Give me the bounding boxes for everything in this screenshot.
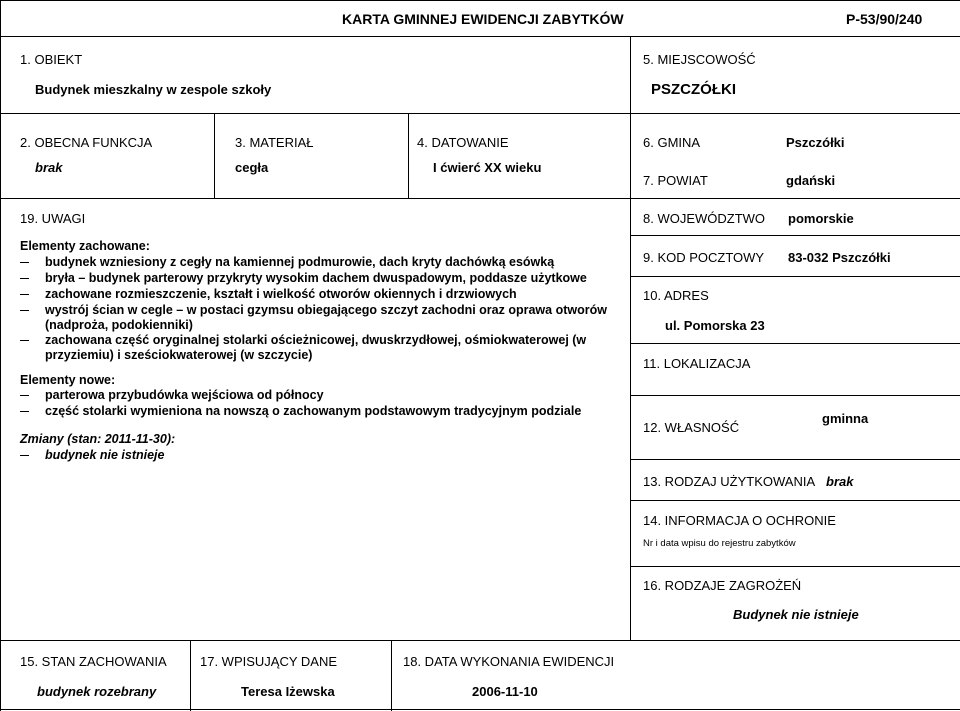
list-item: parterowa przybudówka wejściowa od północy <box>45 388 324 402</box>
adres-label: 10. ADRES <box>643 288 709 303</box>
list-item-continued: przyziemiu) i sześciokwaterowej (w szczycie) <box>45 348 313 362</box>
kod-label: 9. KOD POCZTOWY <box>643 250 765 265</box>
miejscowosc-value: PSZCZÓŁKI <box>651 81 736 98</box>
zagrozenia-value: Budynek nie istnieje <box>733 607 859 622</box>
kod-value: 83-032 Pszczółki <box>788 250 891 265</box>
wojewodztwo-label: 8. WOJEWÓDZTWO <box>643 211 766 226</box>
list-item: bryła – budynek parterowy przykryty wysokim dachem dwuspadowym, poddasze użytkowe <box>45 271 587 285</box>
obiekt-label: 1. OBIEKT <box>20 52 83 67</box>
rule-col-b <box>408 113 409 198</box>
wlasnosc-label: 12. WŁASNOŚĆ <box>643 420 740 435</box>
zachowane-heading: Elementy zachowane: <box>20 239 150 253</box>
zmiany-heading: Zmiany (stan: 2011-11-30): <box>20 432 176 446</box>
dash <box>20 262 29 263</box>
card-title: KARTA GMINNEJ EWIDENCJI ZABYTKÓW <box>342 11 624 27</box>
dash <box>20 395 29 396</box>
funkcja-label: 2. OBECNA FUNKCJA <box>20 135 153 150</box>
rule-right-8 <box>630 566 960 567</box>
rule-right-6 <box>630 459 960 460</box>
card-code: P-53/90/240 <box>846 11 923 27</box>
rule-footer <box>0 640 960 641</box>
rule-right-1 <box>630 198 960 199</box>
rule-header <box>0 36 960 37</box>
adres-value: ul. Pomorska 23 <box>665 318 765 333</box>
wpisujacy-label: 17. WPISUJĄCY DANE <box>200 654 338 669</box>
list-item: zachowana część oryginalnej stolarki ościeżnicowej, dwuskrzydłowej, ośmiokwaterowej (w <box>45 333 587 347</box>
dash <box>20 411 29 412</box>
powiat-label: 7. POWIAT <box>643 173 708 188</box>
datowanie-value: I ćwierć XX wieku <box>433 160 542 175</box>
nowe-heading: Elementy nowe: <box>20 373 116 387</box>
list-item-continued: (nadproża, podokienniki) <box>45 318 193 332</box>
material-value: cegła <box>235 160 269 175</box>
list-item: budynek nie istnieje <box>45 448 165 462</box>
gmina-value: Pszczółki <box>786 135 845 150</box>
list-item: wystrój ścian w cegle – w postaci gzymsu obiegającego szczyt zachodni oraz oprawa otworów <box>45 303 607 317</box>
dash <box>20 455 29 456</box>
rule-foot-a <box>190 640 191 711</box>
list-item: zachowane rozmieszczenie, kształt i wielkość otworów okiennych i drzwiowych <box>45 287 517 301</box>
rule-top <box>0 0 960 1</box>
dash <box>20 340 29 341</box>
data-ewid-label: 18. DATA WYKONANIA EWIDENCJI <box>403 654 615 669</box>
rule-main-split <box>630 36 631 640</box>
data-ewid-value: 2006-11-10 <box>472 684 538 699</box>
powiat-value: gdański <box>786 173 836 188</box>
rodzaj-value: brak <box>826 474 854 489</box>
rule-right-5 <box>630 395 960 396</box>
wpisujacy-value: Teresa Iżewska <box>241 684 335 699</box>
rule-right-3 <box>630 276 960 277</box>
rodzaj-label: 13. RODZAJ UŻYTKOWANIA <box>643 474 816 489</box>
rule-foot-b <box>391 640 392 711</box>
obiekt-value: Budynek mieszkalny w zespole szkoły <box>35 82 272 97</box>
datowanie-label: 4. DATOWANIE <box>417 135 509 150</box>
zagrozenia-label: 16. RODZAJE ZAGROŻEŃ <box>643 578 802 593</box>
funkcja-value: brak <box>35 160 63 175</box>
rule-bottom <box>0 709 960 710</box>
rule-right-7 <box>630 500 960 501</box>
uwagi-label: 19. UWAGI <box>20 211 86 226</box>
gmina-label: 6. GMINA <box>643 135 701 150</box>
list-item: część stolarki wymieniona na nowszą o zachowanym podstawowym tradycyjnym podziale <box>45 404 582 418</box>
ochrona-sub: Nr i data wpisu do rejestru zabytków <box>643 538 796 549</box>
dash <box>20 310 29 311</box>
rule-under-funkcja <box>0 198 630 199</box>
wlasnosc-value: gminna <box>822 411 869 426</box>
ochrona-label: 14. INFORMACJA O OCHRONIE <box>643 513 836 528</box>
list-item: budynek wzniesiony z cegły na kamiennej podmurowie, dach kryty dachówką esówką <box>45 255 555 269</box>
rule-under-obiekt <box>0 113 960 114</box>
wojewodztwo-value: pomorskie <box>788 211 854 226</box>
stan-value: budynek rozebrany <box>37 684 157 699</box>
rule-col-a <box>214 113 215 198</box>
rule-right-2 <box>630 235 960 236</box>
dash <box>20 294 29 295</box>
rule-left <box>0 0 1 711</box>
material-label: 3. MATERIAŁ <box>235 135 314 150</box>
rule-right-4 <box>630 343 960 344</box>
dash <box>20 278 29 279</box>
miejscowosc-label: 5. MIEJSCOWOŚĆ <box>643 52 756 67</box>
lokalizacja-label: 11. LOKALIZACJA <box>643 356 751 371</box>
stan-label: 15. STAN ZACHOWANIA <box>20 654 167 669</box>
